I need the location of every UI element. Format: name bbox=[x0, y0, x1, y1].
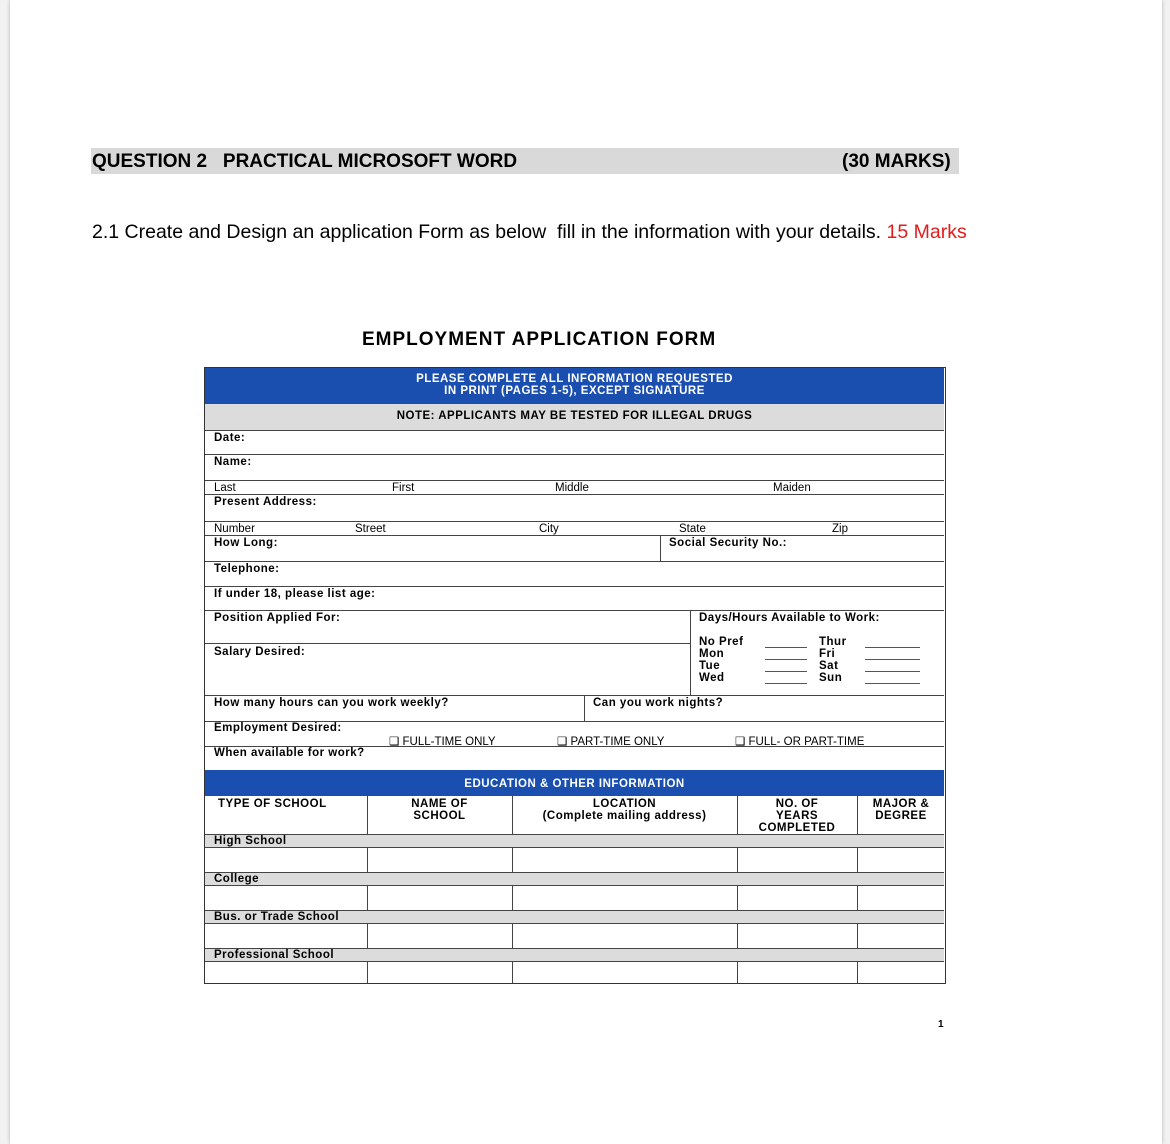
school-professional: Professional School bbox=[214, 949, 335, 961]
address-street: Street bbox=[355, 523, 386, 535]
instruction-text: 2.1 Create and Design an application Form as below fill in the information with your details. bbox=[92, 221, 882, 243]
available-label: When available for work? bbox=[214, 747, 365, 759]
name-label: Name: bbox=[214, 456, 252, 468]
col-location bbox=[512, 798, 737, 822]
option-full-or-part-time[interactable]: ❑ FULL- OR PART-TIME bbox=[735, 736, 865, 748]
days-left bbox=[699, 636, 743, 684]
school-college: College bbox=[214, 873, 260, 885]
employment-desired-label: Employment Desired: bbox=[214, 722, 342, 734]
col-years bbox=[737, 798, 857, 834]
col-name-line-2: SCHOOL bbox=[413, 810, 466, 822]
day-no-pref: No Pref bbox=[699, 636, 744, 648]
drug-test-note: NOTE: APPLICANTS MAY BE TESTED FOR ILLEGAL DRUGS bbox=[396, 410, 753, 422]
instruction bbox=[92, 221, 967, 244]
day-thur: Thur bbox=[819, 636, 847, 648]
education-header: EDUCATION & OTHER INFORMATION bbox=[464, 778, 685, 790]
col-location-line-2: (Complete mailing address) bbox=[542, 810, 707, 822]
ssn-label: Social Security No.: bbox=[669, 537, 788, 549]
question-marks: (30 MARKS) bbox=[842, 151, 951, 172]
address-city: City bbox=[539, 523, 559, 535]
col-years-line-3: COMPLETED bbox=[758, 822, 836, 834]
col-major-line-1: MAJOR & bbox=[872, 798, 930, 810]
employment-application-form bbox=[204, 367, 946, 984]
position-label: Position Applied For: bbox=[214, 612, 341, 624]
address-number: Number bbox=[214, 523, 255, 535]
how-long-label: How Long: bbox=[214, 537, 278, 549]
days-right bbox=[819, 636, 847, 684]
name-maiden: Maiden bbox=[773, 482, 811, 494]
address-state: State bbox=[679, 523, 706, 535]
telephone-label: Telephone: bbox=[214, 563, 280, 575]
header-line-1: PLEASE COMPLETE ALL INFORMATION REQUESTED bbox=[416, 373, 733, 385]
address-label: Present Address: bbox=[214, 496, 317, 508]
col-major-line-2: DEGREE bbox=[875, 810, 927, 822]
col-location-line-1: LOCATION bbox=[592, 798, 657, 810]
days-hours-label: Days/Hours Available to Work: bbox=[699, 612, 880, 624]
day-wed: Wed bbox=[699, 672, 725, 684]
page-number: 1 bbox=[938, 1019, 944, 1030]
school-high: High School bbox=[214, 835, 287, 847]
form-title: EMPLOYMENT APPLICATION FORM bbox=[362, 329, 717, 350]
name-middle: Middle bbox=[555, 482, 589, 494]
question-title: QUESTION 2 PRACTICAL MICROSOFT WORD bbox=[92, 151, 518, 172]
school-row-band bbox=[205, 834, 944, 847]
day-sun: Sun bbox=[819, 672, 843, 684]
instruction-marks: 15 Marks bbox=[886, 221, 967, 243]
hours-weekly-label: How many hours can you work weekly? bbox=[214, 697, 449, 709]
option-part-time[interactable]: ❑ PART-TIME ONLY bbox=[557, 736, 665, 748]
day-mon: Mon bbox=[699, 648, 725, 660]
col-years-line-2: YEARS bbox=[775, 810, 819, 822]
day-tue: Tue bbox=[699, 660, 721, 672]
col-major bbox=[857, 798, 945, 822]
day-fri: Fri bbox=[819, 648, 836, 660]
school-row-band bbox=[205, 872, 944, 885]
header-line-2: IN PRINT (PAGES 1-5), EXCEPT SIGNATURE bbox=[444, 385, 705, 397]
school-trade: Bus. or Trade School bbox=[214, 911, 340, 923]
col-years-line-1: NO. OF bbox=[775, 798, 819, 810]
col-type-of-school: TYPE OF SCHOOL bbox=[218, 798, 327, 810]
document-page bbox=[10, 0, 1162, 1144]
option-full-time[interactable]: ❑ FULL-TIME ONLY bbox=[389, 736, 496, 748]
nights-label: Can you work nights? bbox=[593, 697, 724, 709]
age-label: If under 18, please list age: bbox=[214, 588, 376, 600]
day-sat: Sat bbox=[819, 660, 839, 672]
name-first: First bbox=[392, 482, 415, 494]
date-label: Date: bbox=[214, 432, 246, 444]
name-last: Last bbox=[214, 482, 236, 494]
salary-label: Salary Desired: bbox=[214, 646, 306, 658]
col-name-of-school bbox=[367, 798, 512, 822]
col-name-line-1: NAME OF bbox=[411, 798, 468, 810]
address-zip: Zip bbox=[832, 523, 848, 535]
